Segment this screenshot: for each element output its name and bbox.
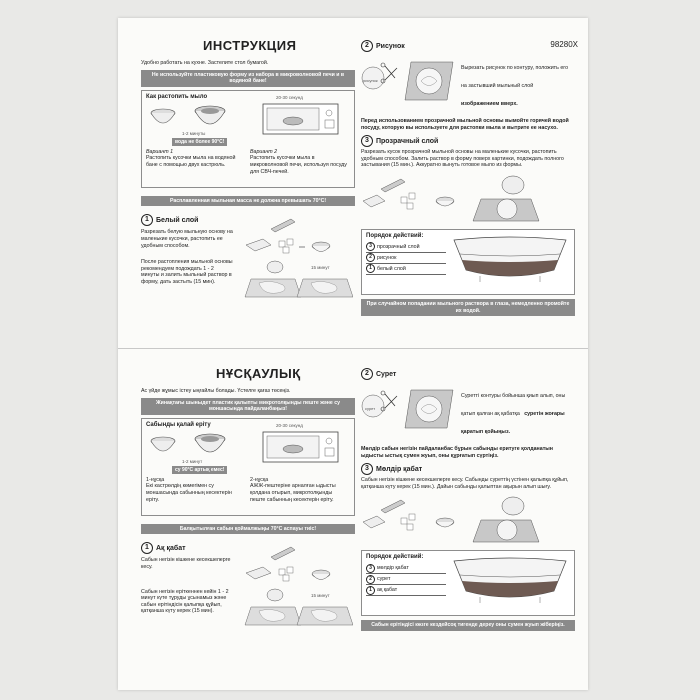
order-item-2: 2 рисунок [366, 253, 446, 264]
variant2-title-kz: 2-нұсқа [250, 476, 269, 483]
step2-bold-kz: суретін жоғары қаратып қойыңыз. [461, 411, 565, 435]
water-temp-label-kz: су 90°С артық емес! [172, 466, 227, 474]
melt-minutes: 1-2 минуты [182, 130, 206, 136]
step1-text-2-kz: Сабын негізін еріткеннен кейін 1 - 2 минут күте тұруды ұсынамыз және сабын ерітіндісін қалыпқа құйып, қатқанша күту керек (15 мин). [141, 588, 229, 615]
microwave-illustration [262, 103, 340, 135]
order-item-1: 1 белый слой [366, 264, 446, 275]
order-title: Порядок действий: [366, 232, 424, 239]
step3-text: Разрезать кусок прозрачной мыльной основы на маленькие кусочки, растопить удобным способом. Залить раствор в форму поверх картинки, подождать полного застывания (15 мин.). Аккуратно вынуть готовое мыло из формы. [361, 149, 564, 169]
variant1-text-kz: Екі кастрөлдің көмегімен су моншасында сабынның кесектерін еріту. [146, 483, 232, 503]
step-number-2: 2 [361, 40, 373, 52]
step3-heading-kz: 3 Мөлдір қабат [361, 463, 575, 475]
clear-layer-illustration-kz [361, 492, 575, 544]
order-item-1-kz: 1 ақ қабат [366, 585, 446, 596]
picture-label: рисунок [363, 78, 378, 83]
warning-temperature: Расплавленная мыльная масса не должна превышать 70°С! [141, 196, 355, 207]
warning-plastic: Не используйте пластиковую форму из набора в микроволновой печи и в водяной бане! [141, 70, 355, 87]
step1-heading: 1 Белый слой [141, 214, 355, 226]
order-number-3-kz: 3 [366, 564, 375, 573]
step-number-2-kz: 2 [361, 368, 373, 380]
step1-text: Разрезать белую мыльную основу на маленькие кусочки, растопить ее удобным способом. [141, 229, 233, 249]
eye-warning-kz: Сабын ерітіндісі көзге кездейсоқ тигенде дереу оны сумен жуып жіберіңіз. [361, 620, 575, 631]
picture-label-kz: сурет [365, 406, 376, 411]
before-clear-note: Перед использованием прозрачной мыльной основы вымойте горячей водой посуду, которую вы используете для растопки мыла и вытрите ее насухо. [361, 118, 569, 131]
melt-minutes-kz: 1-2 минут [182, 458, 203, 464]
step-number-1-kz: 1 [141, 542, 153, 554]
section-divider [118, 348, 588, 349]
eye-warning: При случайном попадании мыльного раствора в глаза, немедленно промойте их водой. [361, 299, 575, 316]
melting-box [141, 90, 355, 188]
before-clear-note-kz: Мөлдір сабын негізін пайдаланбас бұрын сабынды еритуге қолданатын ыдысты ыстық сумен жуып, оны құрғатып сүртіңіз. [361, 446, 554, 459]
step1-heading-kz: 1 Ақ қабат [141, 542, 355, 554]
order-title-kz: Порядок действий: [366, 554, 424, 561]
step-number-1: 1 [141, 214, 153, 226]
step3-heading: 3 Прозрачный слой [361, 135, 575, 147]
russian-section [118, 18, 588, 348]
step-number-3-kz: 3 [361, 463, 373, 475]
step1-minutes-kz: 15 минут [311, 593, 330, 599]
order-item-3-kz: 3 мөлдір қабат [366, 563, 446, 574]
order-number-2-kz: 2 [366, 575, 375, 584]
kazakh-section [118, 350, 588, 680]
variant1-title-kz: 1-нұсқа [146, 476, 165, 483]
melting-box-kz [141, 418, 355, 516]
cutting-and-pouring-illustration [241, 217, 353, 307]
step2-heading: 2 Рисунок [361, 40, 575, 52]
order-box [361, 229, 575, 295]
step2-bold: изображением вверх. [461, 101, 518, 107]
intro-text-kz: Ас үйде жұмыс істеу ыңғайлы болады. Үстелге қағаз төсеңіз. [141, 388, 291, 394]
step-number-3: 3 [361, 135, 373, 147]
clear-layer-illustration [361, 171, 575, 223]
instruction-sheet [118, 18, 588, 690]
order-number-2: 2 [366, 253, 375, 262]
soap-layers-diagram [450, 236, 570, 282]
step1-minutes: 15 минут [311, 265, 330, 271]
order-number-1: 1 [366, 264, 375, 273]
variant2-text: Растопить кусочки мыла в микроволновой печи, используя посуду для СВЧ-печей. [250, 155, 347, 175]
order-box-kz [361, 550, 575, 616]
product-code: 98280X [550, 40, 578, 49]
warning-plastic-kz: Жинақтағы шыныдет пластик қалыпты микротолқынды пеште және су моншасында пайдаланбаңыз! [141, 398, 355, 415]
order-item-3: 3 прозрачный слой [366, 242, 446, 253]
order-number-3: 3 [366, 242, 375, 251]
step1-text-2: После растопления мыльной основы рекомендуем подождать 1 - 2 минуты и залить мыльный раствор в форму, дать застыть (15 мин). [141, 259, 233, 285]
variant2-title: Вариант 2 [250, 148, 278, 155]
microwave-illustration-kz [262, 431, 340, 463]
melt-seconds: 20-30 секунд [276, 94, 303, 100]
picture-cutout-illustration-kz [361, 382, 457, 432]
variant2-text-kz: АЖЖ-пештеріне арналған ыдысты қолдана отырып, микротолқынды пеште сабынның кесектерін еріту. [250, 483, 336, 503]
step2-text: Вырезать рисунок по контуру, положить его на застывший мыльный слой [461, 65, 569, 89]
cutting-and-pouring-illustration-kz [241, 545, 353, 635]
step2-heading-kz: 2 Сурет [361, 368, 575, 380]
step1-text-kz: Сабын негізін кішкене кесекшелерге кесу. [141, 557, 231, 570]
page-title: ИНСТРУКЦИЯ [203, 38, 297, 53]
variant1-title: Вариант 1 [146, 148, 174, 155]
order-number-1-kz: 1 [366, 586, 375, 595]
soap-layers-diagram-kz [450, 557, 570, 603]
melt-seconds-kz: 20-30 секунд [276, 422, 303, 428]
melting-heading-kz: Сабынды қалай еріту [146, 421, 211, 428]
warning-temperature-kz: Балқытылған сабын қоймалжыңы 70°С аспауы тиіс! [141, 524, 355, 535]
page-title-kz: НҰСҚАУЛЫҚ [216, 366, 301, 381]
step3-text-kz: Сабын негізін кішкене кесекшелерге кесу. Сабынды суреттің үстінен қалыпқа құйып, қатқанша күту керек (15 мин.). Дайын сабынды қалыптан ақырын алып шығу. [361, 477, 569, 490]
variant1-text: Растопить кусочки мыла на водяной бане с помощью двух кастрюль. [146, 155, 236, 168]
water-temp-label: вода не более 90°С! [172, 138, 227, 146]
order-item-2-kz: 2 сурет [366, 574, 446, 585]
melting-heading: Как растопить мыло [146, 93, 208, 100]
step2-text-kz: Суретті контуры бойынша қиып алып, оны қатып қалған ақ қабатқа [461, 393, 566, 417]
intro-text: Удобно работать на кухне. Застелите стол бумагой. [141, 60, 269, 66]
